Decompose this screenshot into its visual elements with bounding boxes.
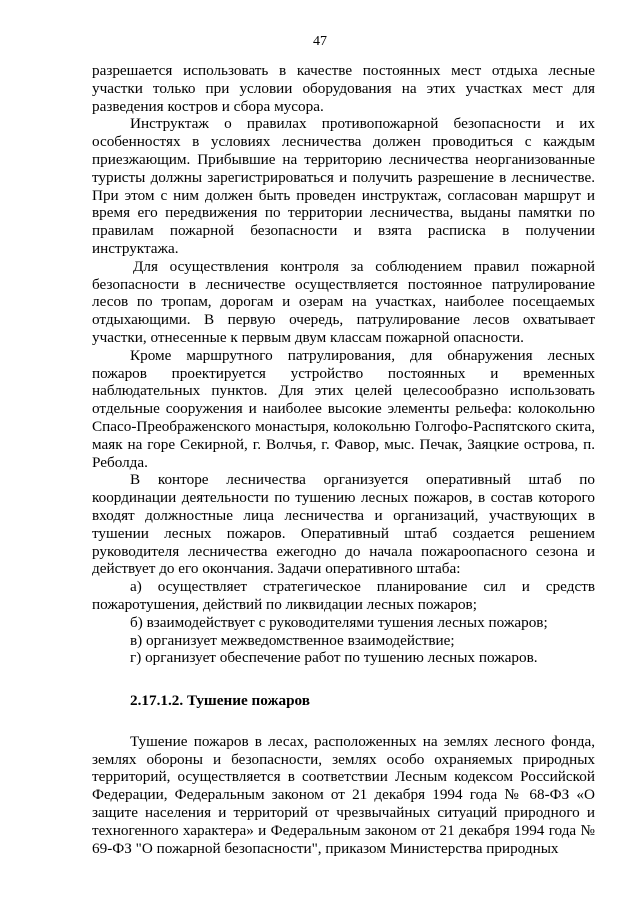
list-item-b: б) взаимодействует с руководителями тушения лесных пожаров;: [130, 613, 548, 631]
paragraph-campsites: разрешается использовать в качестве постоянных мест отдыха лесные участки только при условии оборудования на этих участках мест для разведения костров и сбора мусора.: [92, 62, 595, 115]
document-body: [92, 62, 595, 857]
page-number: 47: [313, 34, 327, 49]
paragraph-safety-briefing: Инструктаж о правилах противопожарной безопасности и их особенностях в условиях лесничества должен проводиться с каждым приезжающим. Прибывшие на территорию лесничества неорганизованные туристы должны зарегистрироваться и получить разрешение в лесничестве. При этом с ним должен быть проведен инструктаж, согласован маршрут и время его передвижения по территории лесничества, выданы памятки по правилам пожарной безопасности и взята расписка в получении инструктажа.: [92, 115, 595, 257]
paragraph-patrol-control: Для осуществления контроля за соблюдением правил пожарной безопасности в лесничестве осуществляется постоянное патрулирование лесов по тропам, дорогам и озерам на участках, наиболее посещаемых отдыхающими. В первую очередь, патрулирование лесов охватывает участки, отнесенные к первым двум классам пожарной опасности.: [92, 257, 595, 346]
paragraph-fire-suppression: Тушение пожаров в лесах, расположенных на землях лесного фонда, землях обороны и безопасности, землях особо охраняемых природных территорий, осуществляется в соответствии Лесным кодексом Российской Федерации, Федеральным законом от 21 декабря 1994 года № 68-ФЗ «О защите населения и территорий от чрезвычайных ситуаций природного и техногенного характера» и Федеральным законом от 21 декабря 1994 года № 69-ФЗ "О пожарной безопасности", приказом Министерства природных: [92, 732, 595, 857]
paragraph-observation-points: Кроме маршрутного патрулирования, для обнаружения лесных пожаров проектируется устройство постоянных и временных наблюдательных пунктов. Для этих целей целесообразно использовать отдельные сооружения и наиболее высокие элементы рельефа: колокольню Спасо-Преображенского монастыря, колокольню Голгофо-Распятского скита, маяк на горе Секирной, г. Волчья, г. Фавор, мыс. Печак, Заяцкие острова, п. Реболда.: [92, 346, 595, 471]
list-item-c: в) организует межведомственное взаимодействие;: [130, 631, 455, 649]
section-heading: 2.17.1.2. Тушение пожаров: [130, 692, 310, 710]
list-item-d: г) организует обеспечение работ по тушению лесных пожаров.: [130, 649, 538, 667]
list-item-a: а) осуществляет стратегическое планирование сил и средств пожаротушения, действий по ликвидации лесных пожаров;: [92, 578, 595, 613]
paragraph-operational-hq: В конторе лесничества организуется оперативный штаб по координации деятельности по тушению лесных пожаров, в состав которого входят должностные лица лесничества и организаций, участвующих в тушении лесных пожаров. Оперативный штаб создается решением руководителя лесничества ежегодно до начала пожароопасного сезона и действует до его окончания. Задачи оперативного штаба:: [92, 471, 595, 578]
